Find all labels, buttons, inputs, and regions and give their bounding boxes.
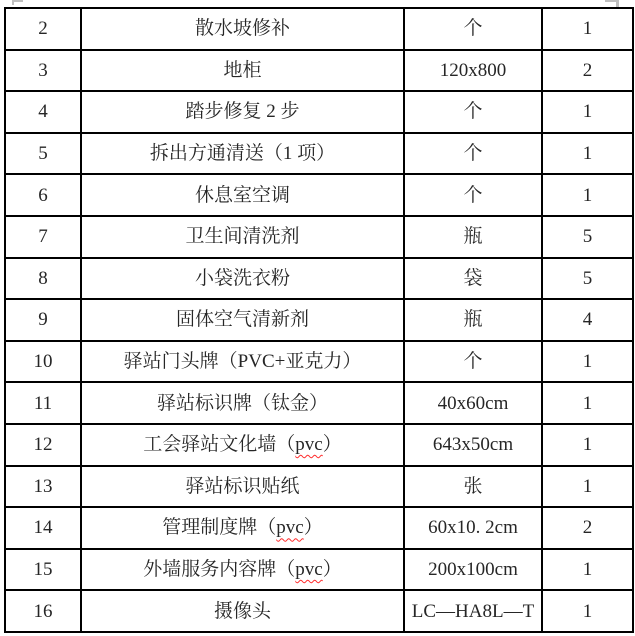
spec-cell[interactable]: 200x100cm bbox=[404, 549, 542, 591]
item-cell[interactable]: 拆出方通清送（1 项） bbox=[81, 133, 404, 175]
item-cell[interactable]: 驿站标识贴纸 bbox=[81, 466, 404, 508]
table-row bbox=[5, 507, 633, 549]
qty-cell[interactable]: 1 bbox=[542, 8, 633, 50]
seq-cell[interactable]: 8 bbox=[5, 258, 81, 300]
spec-cell[interactable]: 643x50cm bbox=[404, 424, 542, 466]
qty-cell[interactable]: 1 bbox=[542, 382, 633, 424]
qty-cell[interactable]: 2 bbox=[542, 50, 633, 92]
seq-cell[interactable]: 13 bbox=[5, 466, 81, 508]
spec-cell[interactable]: LC—HA8L—T bbox=[404, 590, 542, 632]
table-row bbox=[5, 8, 633, 50]
qty-cell[interactable]: 1 bbox=[542, 91, 633, 133]
qty-cell[interactable]: 1 bbox=[542, 424, 633, 466]
table-row bbox=[5, 133, 633, 175]
qty-cell[interactable]: 5 bbox=[542, 258, 633, 300]
qty-cell[interactable]: 2 bbox=[542, 507, 633, 549]
spec-cell[interactable]: 个 bbox=[404, 133, 542, 175]
table-row bbox=[5, 258, 633, 300]
item-cell[interactable]: 工会驿站文化墙（pvc） bbox=[81, 424, 404, 466]
table-row bbox=[5, 216, 633, 258]
spec-cell[interactable]: 60x10. 2cm bbox=[404, 507, 542, 549]
seq-cell[interactable]: 11 bbox=[5, 382, 81, 424]
item-cell[interactable]: 卫生间清洗剂 bbox=[81, 216, 404, 258]
spec-cell[interactable]: 瓶 bbox=[404, 216, 542, 258]
item-cell[interactable]: 地柜 bbox=[81, 50, 404, 92]
misspelled-word: pvc bbox=[295, 559, 323, 581]
item-cell[interactable]: 固体空气清新剂 bbox=[81, 299, 404, 341]
qty-cell[interactable]: 1 bbox=[542, 174, 633, 216]
table-row bbox=[5, 466, 633, 508]
table-row bbox=[5, 549, 633, 591]
seq-cell[interactable]: 14 bbox=[5, 507, 81, 549]
table-row bbox=[5, 590, 633, 632]
qty-cell[interactable]: 1 bbox=[542, 549, 633, 591]
items-table bbox=[4, 7, 634, 633]
item-cell[interactable]: 摄像头 bbox=[81, 590, 404, 632]
spec-cell[interactable]: 40x60cm bbox=[404, 382, 542, 424]
item-cell[interactable]: 散水坡修补 bbox=[81, 8, 404, 50]
item-cell[interactable]: 小袋洗衣粉 bbox=[81, 258, 404, 300]
table-row bbox=[5, 382, 633, 424]
item-cell[interactable]: 驿站标识牌（钛金） bbox=[81, 382, 404, 424]
spec-cell[interactable]: 瓶 bbox=[404, 299, 542, 341]
seq-cell[interactable]: 3 bbox=[5, 50, 81, 92]
spec-cell[interactable]: 个 bbox=[404, 8, 542, 50]
item-cell[interactable]: 踏步修复 2 步 bbox=[81, 91, 404, 133]
item-cell[interactable]: 驿站门头牌（PVC+亚克力） bbox=[81, 341, 404, 383]
spec-cell[interactable]: 个 bbox=[404, 341, 542, 383]
seq-cell[interactable]: 5 bbox=[5, 133, 81, 175]
table-row bbox=[5, 174, 633, 216]
spec-cell[interactable]: 个 bbox=[404, 91, 542, 133]
table-row bbox=[5, 341, 633, 383]
misspelled-word: pvc bbox=[276, 517, 304, 539]
spec-cell[interactable]: 120x800 bbox=[404, 50, 542, 92]
qty-cell[interactable]: 1 bbox=[542, 590, 633, 632]
table-body bbox=[5, 8, 633, 632]
qty-cell[interactable]: 5 bbox=[542, 216, 633, 258]
item-cell[interactable]: 休息室空调 bbox=[81, 174, 404, 216]
item-cell[interactable]: 管理制度牌（pvc） bbox=[81, 507, 404, 549]
seq-cell[interactable]: 7 bbox=[5, 216, 81, 258]
seq-cell[interactable]: 6 bbox=[5, 174, 81, 216]
qty-cell[interactable]: 1 bbox=[542, 133, 633, 175]
seq-cell[interactable]: 9 bbox=[5, 299, 81, 341]
qty-cell[interactable]: 4 bbox=[542, 299, 633, 341]
seq-cell[interactable]: 16 bbox=[5, 590, 81, 632]
table-row bbox=[5, 50, 633, 92]
table-row bbox=[5, 91, 633, 133]
seq-cell[interactable]: 4 bbox=[5, 91, 81, 133]
seq-cell[interactable]: 12 bbox=[5, 424, 81, 466]
table-row bbox=[5, 424, 633, 466]
qty-cell[interactable]: 1 bbox=[542, 466, 633, 508]
spec-cell[interactable]: 个 bbox=[404, 174, 542, 216]
gridline-artifact-vertical bbox=[12, 0, 14, 5]
seq-cell[interactable]: 10 bbox=[5, 341, 81, 383]
seq-cell[interactable]: 15 bbox=[5, 549, 81, 591]
seq-cell[interactable]: 2 bbox=[5, 8, 81, 50]
qty-cell[interactable]: 1 bbox=[542, 341, 633, 383]
item-cell[interactable]: 外墙服务内容牌（pvc） bbox=[81, 549, 404, 591]
spec-cell[interactable]: 袋 bbox=[404, 258, 542, 300]
misspelled-word: pvc bbox=[295, 434, 323, 456]
table-row bbox=[5, 299, 633, 341]
spec-cell[interactable]: 张 bbox=[404, 466, 542, 508]
